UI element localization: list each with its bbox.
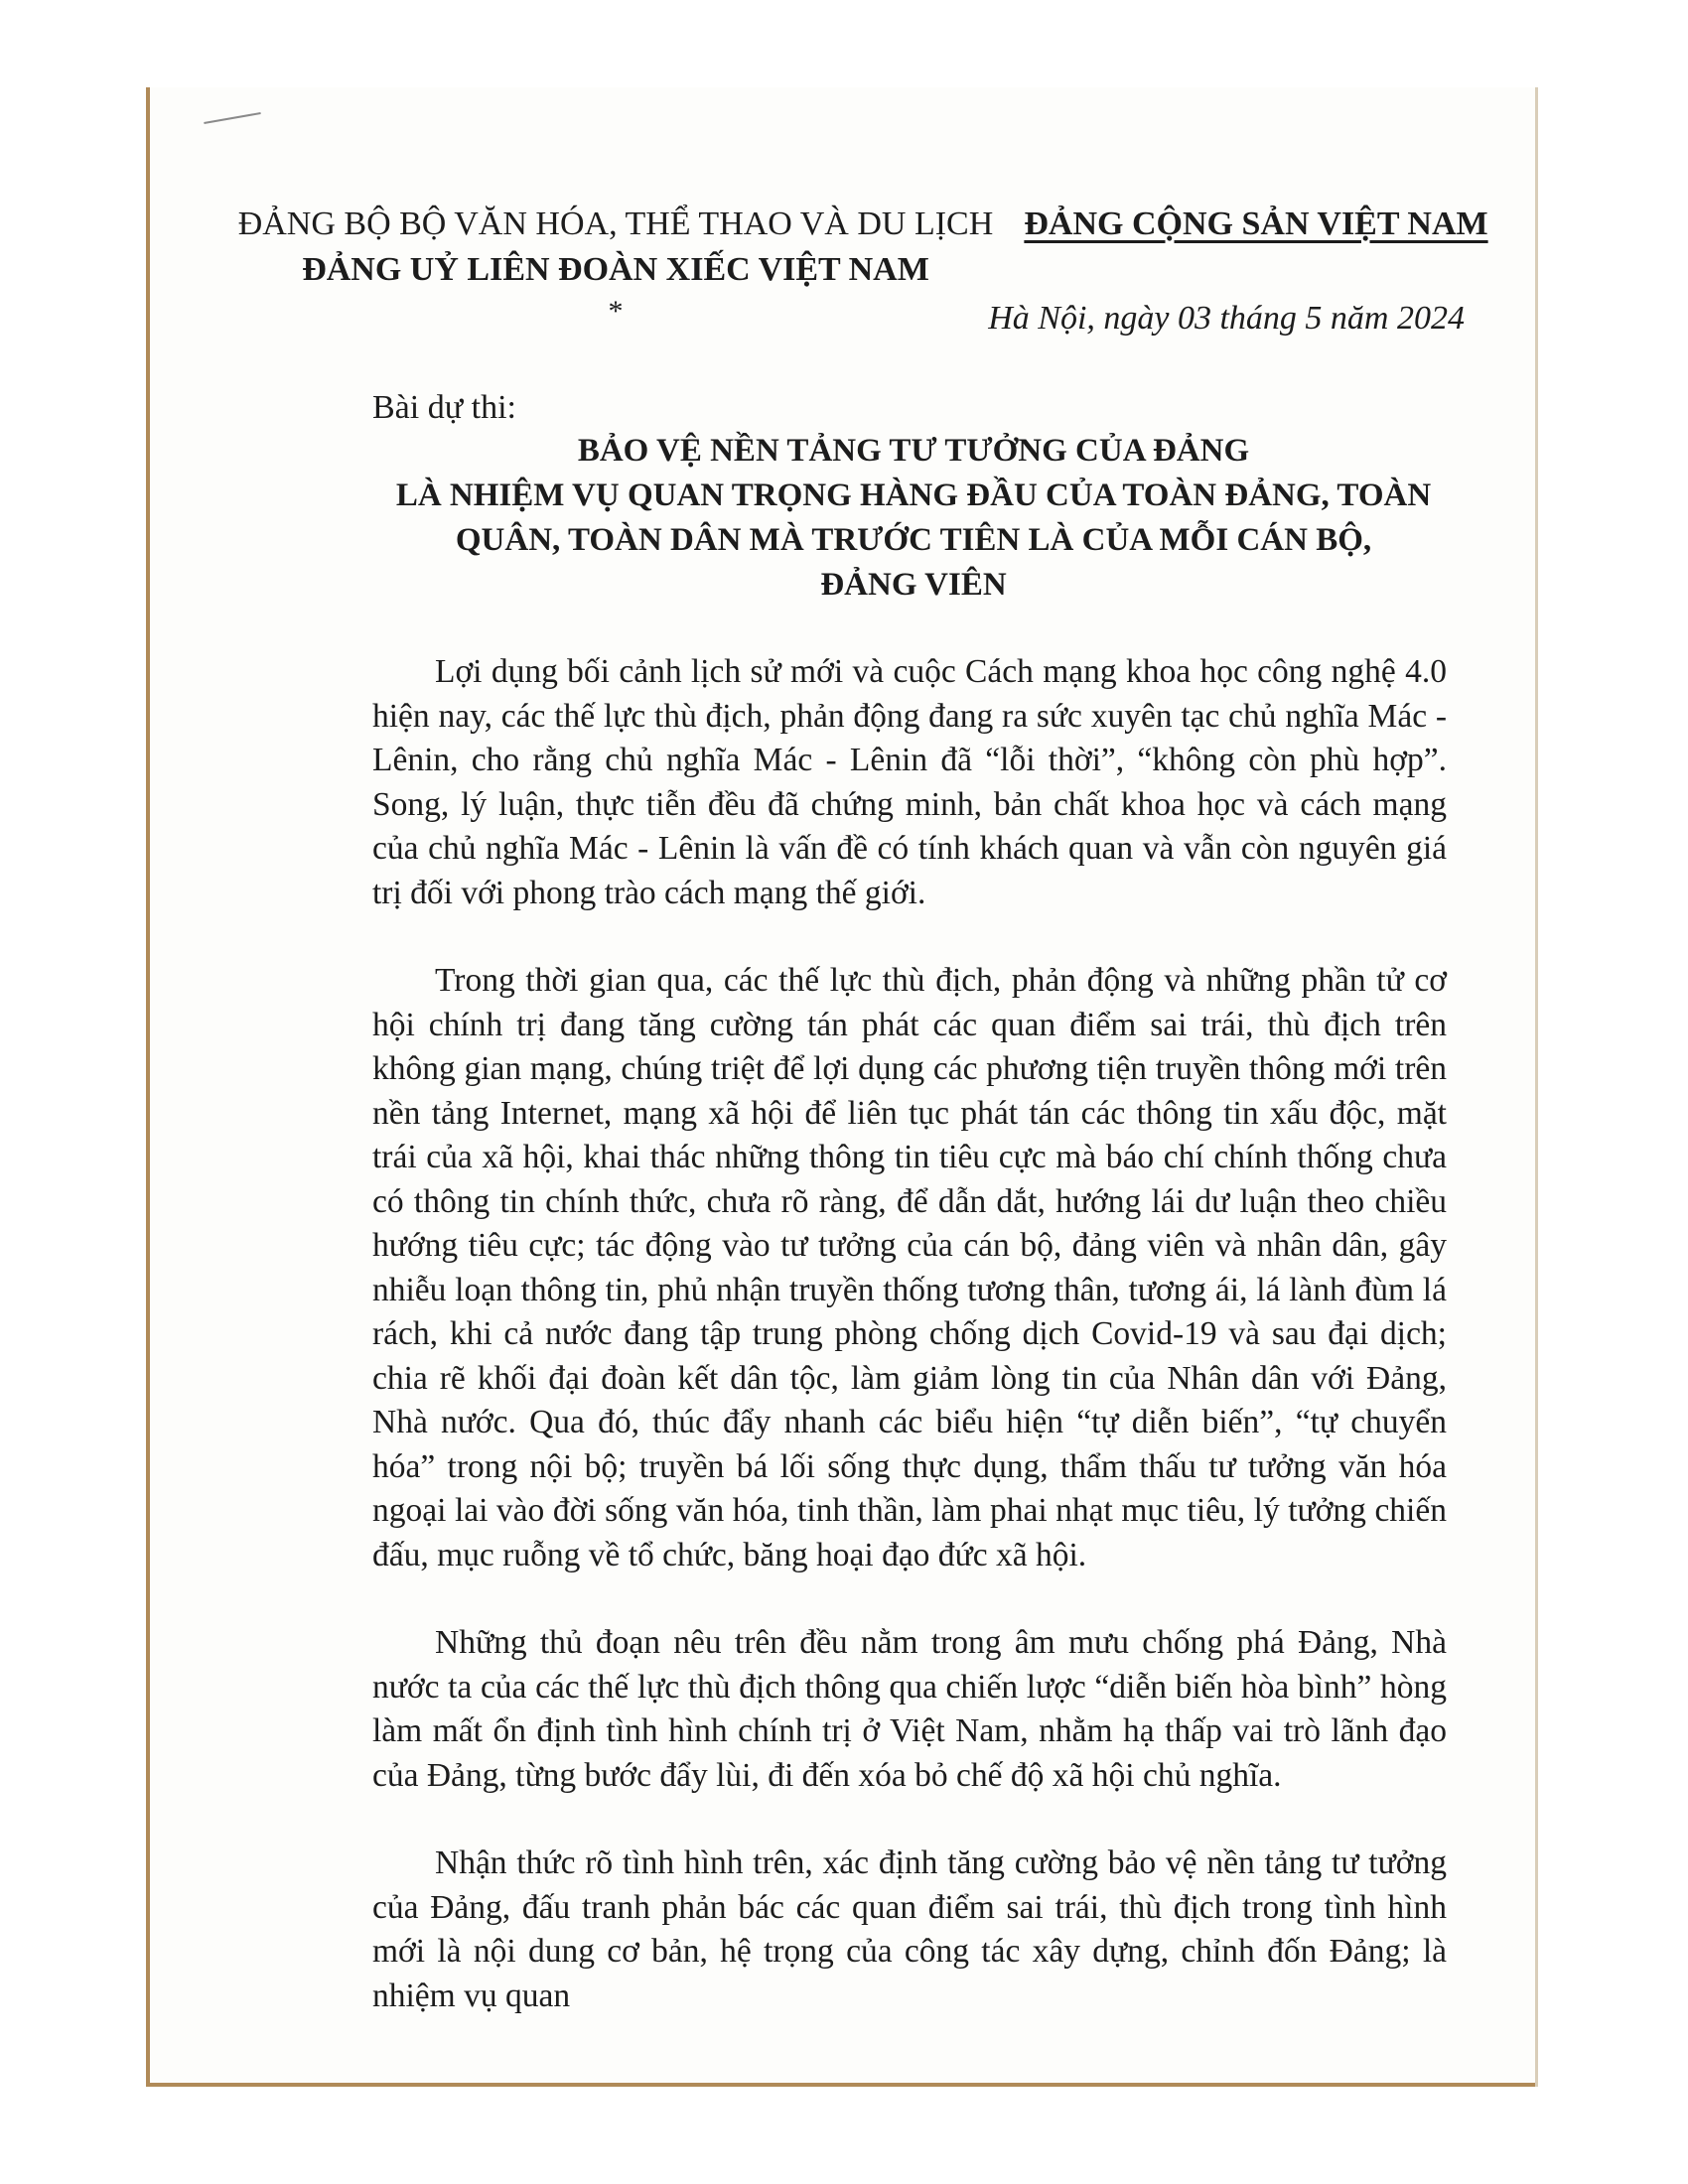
organization-mark: * <box>608 295 624 328</box>
body-paragraph-2: Trong thời gian qua, các thế lực thù địch, phản động và những phần tử cơ hội chính trị đang tăng cường tán phát các quan điểm sai trái, thù địch trên không gian mạng, chúng triệt để lợi dụng các phương tiện truyền thông mới trên nền tảng Internet, mạng xã hội để liên tục phát tán các thông tin xấu độc, mặt trái của xã hội, khai thác những thông tin tiêu cực mà báo chí chính thống chưa có thông tin chính thức, chưa rõ ràng, để dẫn dắt, hướng lái dư luận theo chiều hướng tiêu cực; tác động vào tư tưởng của cán bộ, đảng viên và nhân dân, gây nhiễu loạn thông tin, phủ nhận truyền thống tương thân, tương ái, lá lành đùm lá rách, khi cả nước đang tập trung phòng chống dịch Covid-19 và sau đại dịch; chia rẽ khối đại đoàn kết dân tộc, làm giảm lòng tin của Nhân dân với Đảng, Nhà nước. Qua đó, thúc đẩy nhanh các biểu hiện “tự diễn biến”, “tự chuyển hóa” trong nội bộ; truyền bá lối sống thực dụng, thẩm thấu tư tưởng văn hóa ngoại lai vào đời sống văn hóa, tinh thần, làm phai nhạt mục tiêu, lý tưởng chiến đấu, mục ruỗng về tổ chức, băng hoại đạo đức xã hội. <box>372 962 1447 1573</box>
title-line-4: ĐẢNG VIÊN <box>820 567 1007 603</box>
document-title <box>357 429 1470 608</box>
party-name: ĐẢNG CỘNG SẢN VIỆT NAM <box>1024 205 1488 242</box>
entry-label: Bài dự thi: <box>372 389 516 426</box>
issuing-organization <box>228 202 1003 327</box>
organization-line-2: ĐẢNG UỶ LIÊN ĐOÀN XIẾC VIỆT NAM <box>302 251 929 288</box>
document-body <box>372 650 1447 2062</box>
title-line-1: BẢO VỆ NỀN TẢNG TƯ TƯỞNG CỦA ĐẢNG <box>577 433 1250 469</box>
body-paragraph-3: Những thủ đoạn nêu trên đều nằm trong âm mưu chống phá Đảng, Nhà nước ta của các thế lực thù địch thông qua chiến lược “diễn biến hòa bình” hòng làm mất ổn định tình hình chính trị ở Việt Nam, nhằm hạ thấp vai trò lãnh đạo của Đảng, từng bước đẩy lùi, đi đến xóa bỏ chế độ xã hội chủ nghĩa. <box>372 1624 1447 1794</box>
organization-line-1: ĐẢNG BỘ BỘ VĂN HÓA, THỂ THAO VÀ DU LỊCH <box>237 205 994 242</box>
title-line-3: QUÂN, TOÀN DÂN MÀ TRƯỚC TIÊN LÀ CỦA MỖI CÁN BỘ, <box>455 522 1372 558</box>
title-line-2: LÀ NHIỆM VỤ QUAN TRỌNG HÀNG ĐẦU CỦA TOÀN ĐẢNG, TOÀN <box>395 478 1432 513</box>
document-date: Hà Nội, ngày 03 tháng 5 năm 2024 <box>988 300 1465 337</box>
party-heading <box>1013 202 1499 247</box>
body-paragraph-4: Nhận thức rõ tình hình trên, xác định tăng cường bảo vệ nền tảng tư tưởng của Đảng, đấu tranh phản bác các quan điểm sai trái, thù địch trong tình hình mới là nội dung cơ bản, hệ trọng của công tác xây dựng, chỉnh đốn Đảng; là nhiệm vụ quan <box>372 1844 1447 2014</box>
body-paragraph-1: Lợi dụng bối cảnh lịch sử mới và cuộc Cách mạng khoa học công nghệ 4.0 hiện nay, các thế lực thù địch, phản động đang ra sức xuyên tạc chủ nghĩa Mác - Lênin, cho rằng chủ nghĩa Mác - Lênin đã “lỗi thời”, “không còn phù hợp”. Song, lý luận, thực tiễn đều đã chứng minh, bản chất khoa học và cách mạng của chủ nghĩa Mác - Lênin là vấn đề có tính khách quan và vẫn còn nguyên giá trị đối với phong trào cách mạng thế giới. <box>372 653 1447 911</box>
